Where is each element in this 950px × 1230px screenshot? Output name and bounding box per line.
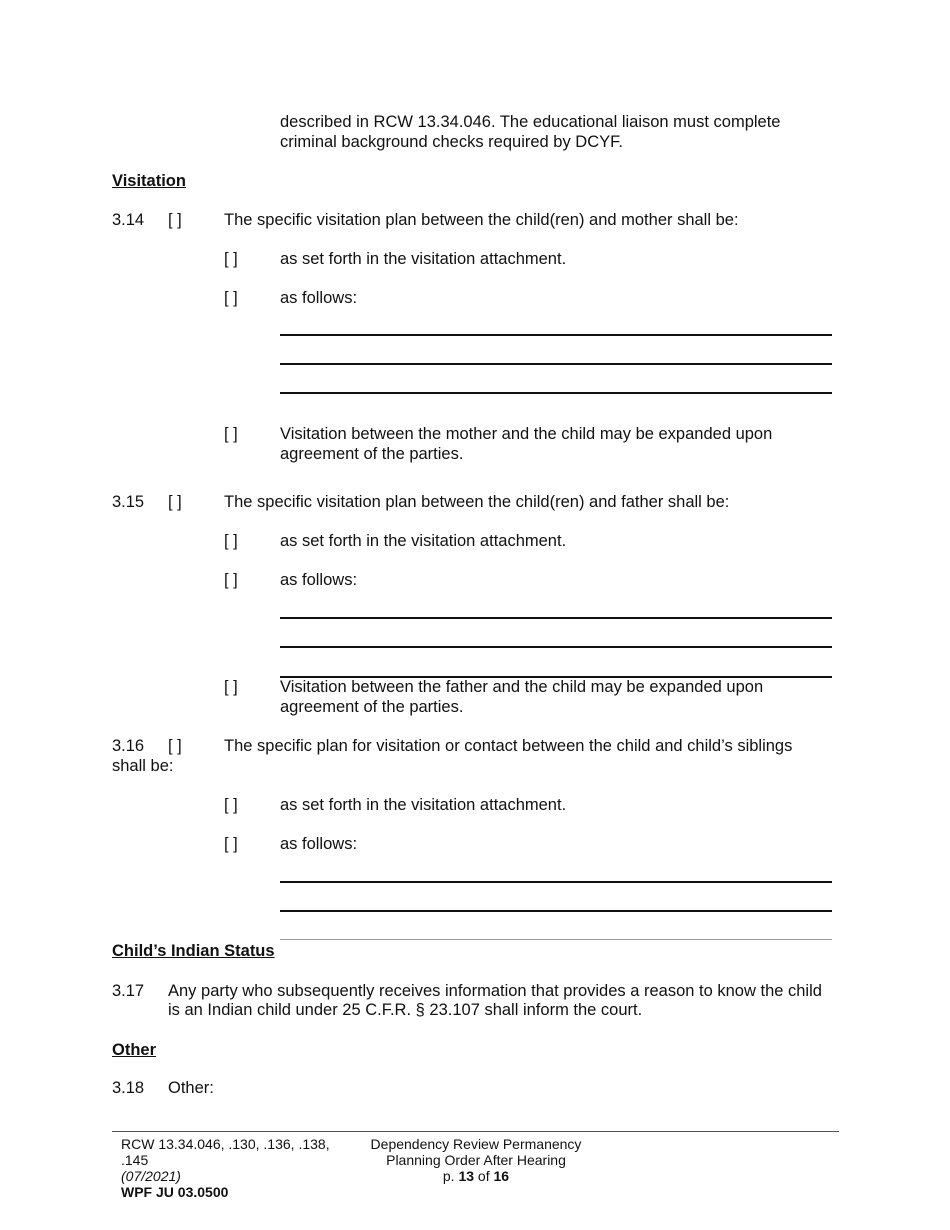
fill-line-3-15-1[interactable] <box>280 617 832 619</box>
checkbox-3-15-attachment[interactable]: [ ] <box>224 532 238 550</box>
option-3-14-attachment: as set forth in the visitation attachment. <box>280 250 567 268</box>
footer-date: (07/2021) <box>121 1168 181 1184</box>
fill-line-3-16-1[interactable] <box>280 881 832 883</box>
option-3-14-follows: as follows: <box>280 289 358 307</box>
footer-form-id: WPF JU 03.0500 <box>121 1184 229 1200</box>
section-number-3-15: 3.15 <box>112 493 145 511</box>
footer-page-total: 16 <box>493 1168 510 1184</box>
section-number-3-17: 3.17 <box>112 982 145 1000</box>
footer-page-prefix: p. <box>442 1168 459 1184</box>
checkbox-3-16-follows[interactable]: [ ] <box>224 835 238 853</box>
checkbox-3-15[interactable]: [ ] <box>168 493 182 511</box>
checkbox-3-16[interactable]: [ ] <box>168 737 182 755</box>
intro-line-1: described in RCW 13.34.046. The educational liaison must complete <box>280 113 781 131</box>
fill-line-3-16-3[interactable] <box>280 939 832 940</box>
section-number-3-14: 3.14 <box>112 211 145 229</box>
fill-line-3-16-2[interactable] <box>280 910 832 912</box>
checkbox-3-14-expand[interactable]: [ ] <box>224 425 238 443</box>
footer-rcw-line-2: .145 <box>121 1152 149 1168</box>
option-3-15-expand-line-1: Visitation between the father and the child may be expanded upon <box>280 678 764 696</box>
section-text-3-15: The specific visitation plan between the child(ren) and father shall be: <box>224 493 730 511</box>
visitation-heading: Visitation <box>112 172 186 190</box>
section-text-3-17-line-2: is an Indian child under 25 C.F.R. § 23.107 shall inform the court. <box>168 1001 643 1019</box>
checkbox-3-14[interactable]: [ ] <box>168 211 182 229</box>
checkbox-3-15-follows[interactable]: [ ] <box>224 571 238 589</box>
option-3-15-expand-line-2: agreement of the parties. <box>280 698 464 716</box>
option-3-14-expand-line-2: agreement of the parties. <box>280 445 464 463</box>
section-number-3-18: 3.18 <box>112 1079 145 1097</box>
checkbox-3-14-follows[interactable]: [ ] <box>224 289 238 307</box>
indian-status-heading: Child’s Indian Status <box>112 942 275 960</box>
footer-title-line-1: Dependency Review Permanency <box>370 1136 582 1152</box>
option-3-16-follows: as follows: <box>280 835 358 853</box>
fill-line-3-14-1[interactable] <box>280 334 832 336</box>
intro-line-2: criminal background checks required by DCYF. <box>280 133 623 151</box>
option-3-15-follows: as follows: <box>280 571 358 589</box>
section-number-3-16: 3.16 <box>112 737 145 755</box>
section-text-3-16-line-1: The specific plan for visitation or contact between the child and child’s siblings <box>224 737 793 755</box>
fill-line-3-15-2[interactable] <box>280 646 832 648</box>
footer-page-of: of <box>474 1168 494 1184</box>
option-3-15-attachment: as set forth in the visitation attachment. <box>280 532 567 550</box>
fill-line-3-14-2[interactable] <box>280 363 832 365</box>
footer-rcw-line-1: RCW 13.34.046, .130, .136, .138, <box>121 1136 330 1152</box>
footer-title-line-2: Planning Order After Hearing <box>386 1152 566 1168</box>
section-text-3-16-line-2: shall be: <box>112 757 174 775</box>
checkbox-3-15-expand[interactable]: [ ] <box>224 678 238 696</box>
footer-divider <box>112 1131 839 1132</box>
checkbox-3-14-attachment[interactable]: [ ] <box>224 250 238 268</box>
footer-page-current: 13 <box>458 1168 475 1184</box>
other-heading: Other <box>112 1041 157 1059</box>
option-3-14-expand-line-1: Visitation between the mother and the child may be expanded upon <box>280 425 773 443</box>
fill-line-3-14-3[interactable] <box>280 392 832 394</box>
checkbox-3-16-attachment[interactable]: [ ] <box>224 796 238 814</box>
section-text-3-14: The specific visitation plan between the child(ren) and mother shall be: <box>224 211 739 229</box>
footer-page-number <box>330 1168 622 1184</box>
section-text-3-17-line-1: Any party who subsequently receives information that provides a reason to know the child <box>168 982 822 1000</box>
section-text-3-18: Other: <box>168 1079 214 1097</box>
option-3-16-attachment: as set forth in the visitation attachment. <box>280 796 567 814</box>
